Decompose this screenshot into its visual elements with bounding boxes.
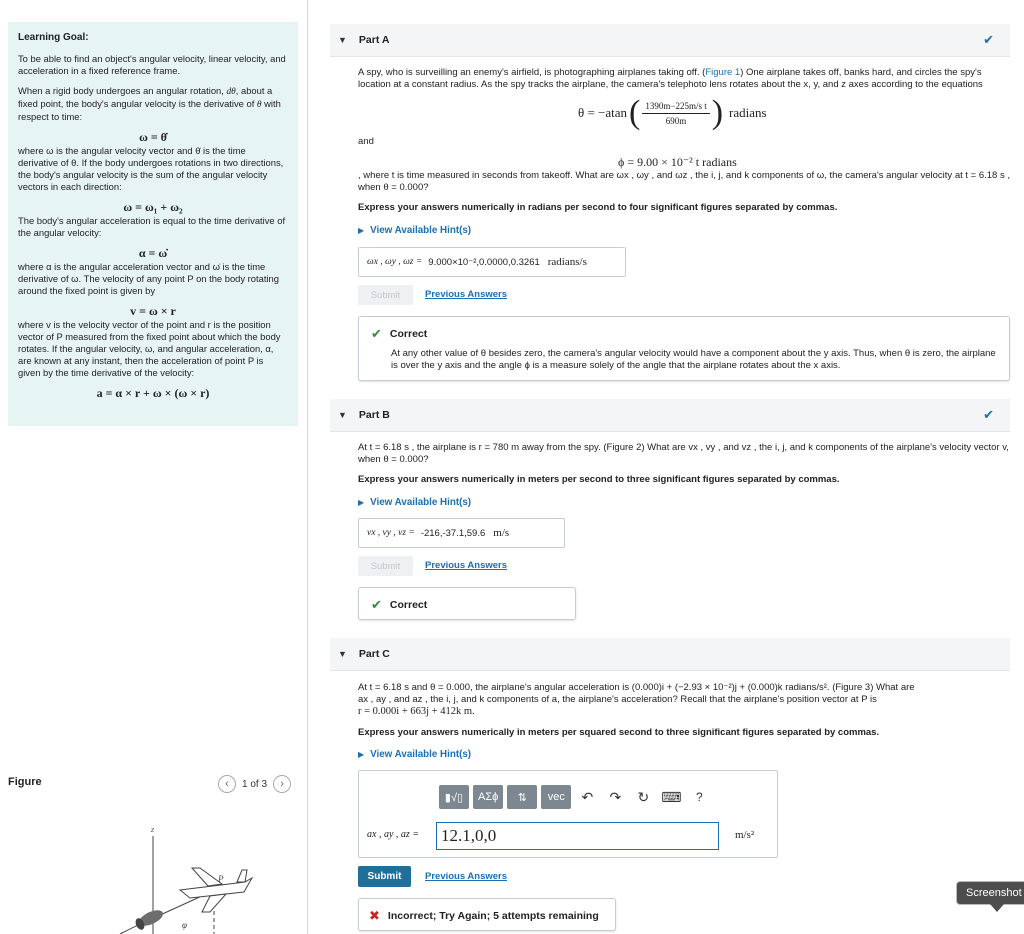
part-c-title: Part C: [358, 648, 390, 660]
equation-acceleration: a = α × r + ω × (ω × r): [96, 386, 210, 400]
part-a-hint-text: View Available Hint(s): [370, 225, 472, 236]
part-c-question-3: r = 0.000i + 663j + 412k m.: [358, 706, 475, 717]
part-b-question: At t = 6.18 s , the airplane is r = 780 m away from the spy. (Figure 2) What are vx , vy , and vz , the i, j, and k components of the airplane's velocity vector v, when θ = 0.000?: [358, 442, 1009, 465]
learning-goal-intro: To be able to find an object's angular velocity, linear velocity, and acceleration in a fixed reference frame.: [18, 53, 286, 76]
part-a-feedback-title: Correct: [389, 328, 428, 340]
checkmark-icon: ✔: [983, 407, 994, 422]
caret-right-icon: ▶: [358, 750, 365, 759]
learning-goal-title: Learning Goal:: [18, 32, 89, 43]
figure-axis-z: z: [151, 825, 155, 834]
part-a-intro-a: A spy, who is surveilling an enemy's airfield, is photographing airplanes taking off. (: [358, 67, 706, 78]
check-icon: ✔: [371, 326, 382, 341]
undo-icon[interactable]: ↶: [581, 788, 594, 805]
math-toolbar: [439, 785, 711, 809]
check-icon: ✔: [371, 597, 382, 612]
tooltip-arrow: [990, 904, 1004, 912]
part-c-answer-unit: m/s²: [735, 829, 755, 841]
checkmark-icon: ✔: [983, 32, 994, 47]
part-c-submit-button[interactable]: Submit: [358, 866, 411, 887]
lg-p2-text-a: When a rigid body undergoes an angular rotation,: [18, 85, 227, 96]
part-a-question: , where t is time measured in seconds from takeoff. What are ωx , ωy , and ωz , the i, j, and k components of ω, the camera's angular velocity at t = 6.18 s , when θ = 0.000?: [358, 170, 1011, 193]
equation-alpha: α = ω̇: [138, 246, 168, 260]
eq-theta-lhs: θ = −atan: [578, 105, 628, 120]
chevron-left-icon[interactable]: ‹: [218, 775, 236, 793]
part-b-title: Part B: [358, 409, 390, 421]
part-a-title: Part A: [358, 34, 390, 46]
part-c-hint-text: View Available Hint(s): [370, 749, 472, 760]
part-b-submit-button[interactable]: Submit: [358, 556, 413, 576]
learning-goal-p6: where v is the velocity vector of the point and r is the position vector of P measured from the fixed point about which the body rotates. If the angular velocity, ω, and angular acceleration, α, are known at any instant, then the acceleration of point P is given by the time derivative of the velocity:: [18, 319, 281, 378]
help-button[interactable]: ?: [695, 790, 703, 804]
figure-point-p: P: [218, 874, 224, 884]
figure-label: Figure: [8, 776, 42, 788]
keyboard-icon[interactable]: ⌨: [661, 788, 682, 805]
part-c-hint-link[interactable]: [358, 749, 471, 760]
learning-goal-p3: where ω is the angular velocity vector and θ̇ is the time derivative of θ. If the body undergoes rotations in two directions, the body's angular velocity is the sum of the angular velocity vectors in each direction:: [18, 145, 284, 192]
part-a-submit-button[interactable]: Submit: [358, 285, 413, 305]
equation-omega: ω = θ̇: [139, 130, 167, 144]
part-a-intro-b: ) One airplane takes off, banks hard, and circles the spy's location at a constant radius. As the spy tracks the airplane, the camera's telephoto lens rotates about the x, y, and z axes according to the equations: [358, 67, 983, 90]
caret-right-icon: ▶: [358, 226, 365, 235]
part-c-question-1: At t = 6.18 s and θ = 0.000, the airplane's angular acceleration is (0.000)i + (−2.93 × 10⁻²)j + (0.000)k radians/s². (Figure 3) What are: [358, 682, 915, 693]
eq-phi-text: ϕ = 9.00 × 10⁻² t radians: [618, 155, 737, 169]
learning-goal-p2: [18, 85, 288, 123]
part-b-feedback-title: Correct: [389, 599, 428, 611]
equation-phi: [618, 155, 737, 170]
part-a-instruction: Express your answers numerically in radians per second to four significant figures separated by commas.: [358, 202, 838, 213]
lg-p2-symbol: dθ: [226, 87, 236, 97]
part-a-intro: [358, 67, 1010, 91]
x-mark-icon: ✖: [369, 908, 380, 923]
chevron-right-icon[interactable]: ›: [273, 775, 291, 793]
lg-p2-text-b: , about a fixed point, the body's angular velocity is the derivative of: [18, 85, 273, 109]
part-b-previous-answers-link[interactable]: Previous Answers: [425, 560, 508, 571]
part-a-feedback-body: At any other value of θ besides zero, the camera's angular velocity would have a component about the y axis. Thus, when θ is zero, the airplane is over the y axis and the angle ϕ is a measure solely of the angle that the airplane rotates about the x axis.: [391, 348, 996, 371]
part-a-answer-box[interactable]: [358, 247, 626, 277]
part-a-answer-value[interactable]: 9.000×10⁻²,0.0000,0.3261: [428, 256, 540, 268]
part-a-header[interactable]: [330, 24, 1010, 57]
part-a-previous-answers-link[interactable]: Previous Answers: [425, 289, 508, 300]
math-answer-editor: [358, 770, 778, 858]
greek-symbols-button[interactable]: ΑΣϕ: [473, 785, 503, 809]
part-c-previous-answers-link[interactable]: Previous Answers: [425, 871, 508, 882]
part-b-hint-link[interactable]: [358, 497, 471, 508]
screenshot-tooltip: Screenshot: [956, 881, 1024, 905]
part-c-feedback: [358, 898, 616, 931]
part-c-question-2: ax , ay , and az , the i, j, and k components of a, the airplane's acceleration? Recall that the airplane's position vector at P is: [358, 694, 877, 705]
part-b-answer-unit: m/s: [493, 527, 510, 539]
part-b-header[interactable]: [330, 399, 1010, 432]
redo-icon[interactable]: ↷: [609, 788, 622, 805]
templates-button[interactable]: ▮√▯: [439, 785, 469, 809]
part-c-header[interactable]: [330, 638, 1010, 671]
caret-right-icon: ▶: [358, 498, 365, 507]
camera-icon: [134, 907, 165, 931]
part-a-hint-link[interactable]: [358, 225, 471, 236]
paren-close: ): [711, 94, 724, 131]
figure-angle-phi: φ: [182, 920, 187, 930]
learning-goal-p4: The body's angular acceleration is equal to the time derivative of the angular velocity:: [18, 215, 286, 238]
reset-icon[interactable]: ↻: [637, 788, 650, 805]
equation-theta: [578, 96, 767, 130]
part-a-answer-label: ωx , ωy , ωz =: [367, 257, 423, 267]
part-c-feedback-title: Incorrect; Try Again; 5 attempts remaining: [387, 910, 599, 922]
figure-pager: [218, 775, 291, 793]
part-b-answer-value[interactable]: -216,-37.1,59.6: [420, 527, 486, 539]
collapse-triangle-icon[interactable]: ▼: [338, 410, 347, 420]
arrows-button[interactable]: ⇅: [507, 785, 537, 809]
eq-theta-denominator: 690m: [665, 115, 687, 126]
eq-theta-fraction: [642, 101, 709, 126]
part-a-feedback: [358, 316, 1010, 381]
lg-p2-text-c: with respect to time:: [18, 98, 281, 122]
part-b-instruction: Express your answers numerically in meters per second to three significant figures separated by commas.: [358, 474, 840, 485]
figure-image: [30, 820, 300, 934]
part-b-hint-text: View Available Hint(s): [370, 497, 472, 508]
part-c-instruction: Express your answers numerically in meters per squared second to three significant figures separated by commas.: [358, 727, 880, 738]
figure-1-link[interactable]: Figure 1: [705, 67, 741, 78]
vector-button[interactable]: vec: [541, 785, 571, 809]
part-c-answer-label: ax , ay , az =: [367, 829, 420, 840]
part-a-and: and: [358, 136, 374, 147]
collapse-triangle-icon[interactable]: ▼: [338, 649, 347, 659]
learning-goal-p5: where α is the angular acceleration vector and ω̇ is the time derivative of ω. The velocity of any point P on the body rotating around the fixed point is given by: [18, 261, 279, 296]
paren-open: (: [629, 94, 641, 131]
eq-theta-numerator: 1390m−225m/s t: [642, 101, 709, 114]
figure-page-count: 1 of 3: [242, 778, 268, 790]
part-a-answer-unit: radians/s: [547, 256, 587, 268]
part-b-answer-label: vx , vy , vz =: [367, 528, 415, 538]
airplane-icon: [180, 868, 252, 912]
equation-omega-sum: ω = ω₁ + ω₂: [123, 200, 183, 214]
panel-divider: [307, 0, 308, 934]
eq-theta-unit: radians: [729, 105, 767, 120]
learning-goal-panel: [8, 22, 298, 426]
equation-velocity: v = ω × r: [130, 304, 176, 318]
part-b-feedback: [358, 587, 576, 620]
lg-p2-symbol2: θ: [256, 100, 262, 110]
part-c-answer-input[interactable]: 12.1,0,0: [436, 822, 719, 850]
collapse-triangle-icon[interactable]: ▼: [338, 35, 347, 45]
part-b-answer-box[interactable]: [358, 518, 565, 548]
